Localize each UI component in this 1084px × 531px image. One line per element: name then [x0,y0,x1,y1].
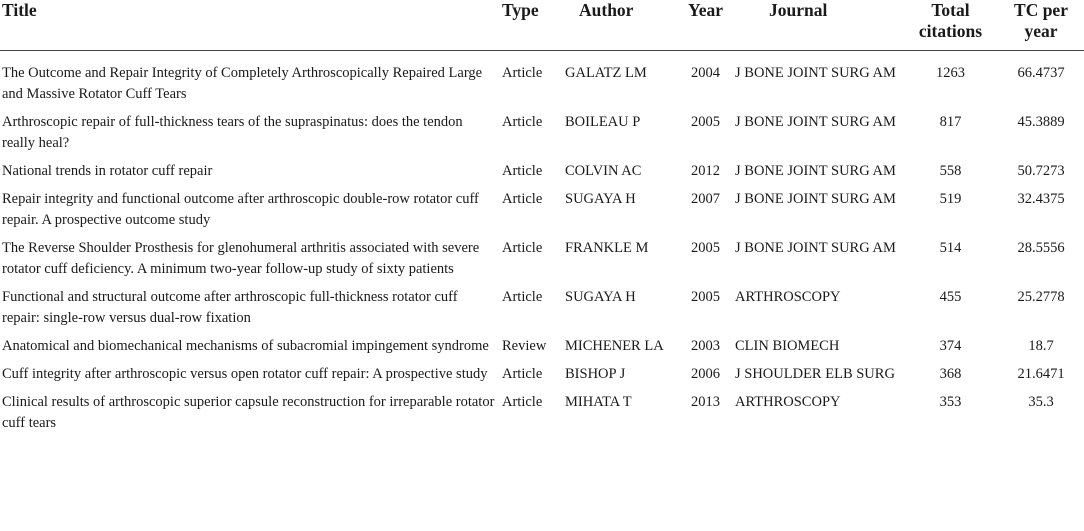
table-header [0,0,1084,51]
cell-tc-per-year: 66.4737 [1017,65,1065,81]
cell-author: SUGAYA H [565,191,636,207]
table-row [0,182,1084,231]
header-row [0,0,1084,51]
cell-tc-per-year: 35.3 [1028,394,1054,410]
cell-journal: J BONE JOINT SURG AM [735,191,896,207]
cell-author: COLVIN AC [565,163,642,179]
cell-author: FRANKLE M [565,240,649,256]
cell-journal: ARTHROSCOPY [735,289,841,305]
cell-journal: ARTHROSCOPY [735,394,841,410]
table-body [0,51,1084,435]
cell-type: Article [502,191,543,207]
cell-tc-per-year: 25.2778 [1017,289,1065,305]
cell-author: SUGAYA H [565,289,636,305]
cell-journal: J BONE JOINT SURG AM [735,240,896,256]
cell-tc-per-year: 50.7273 [1017,163,1065,179]
cell-type: Article [502,114,543,130]
cell-total-citations: 1263 [936,65,965,81]
cell-title: Cuff integrity after arthroscopic versus open rotator cuff repair: A prospective study [2,366,488,382]
header-total-citations: Total citations [903,0,998,51]
cell-total-citations: 817 [939,114,962,130]
cell-title: Clinical results of arthroscopic superior capsule reconstruction for irreparable rotator cuff tears [2,394,495,431]
cell-title: The Reverse Shoulder Prosthesis for glenohumeral arthritis associated with severe rotator cuff deficiency. A minimum two-year follow-up study of sixty patients [2,240,480,277]
cell-type: Article [502,394,543,410]
cell-year: 2013 [691,394,720,410]
cell-type: Article [502,366,543,382]
cell-author: MIHATA T [565,394,632,410]
cell-journal: J BONE JOINT SURG AM [735,114,896,130]
cell-journal: CLIN BIOMECH [735,338,840,354]
cell-total-citations: 374 [939,338,962,354]
cell-year: 2005 [691,289,720,305]
cell-year: 2004 [691,65,720,81]
header-type: Type [500,0,563,51]
header-author: Author [563,0,678,51]
header-title: Title [0,0,500,51]
cell-year: 2005 [691,240,720,256]
cell-tc-per-year: 32.4375 [1017,191,1065,207]
cell-journal: J SHOULDER ELB SURG [735,366,895,382]
cell-author: BOILEAU P [565,114,641,130]
cell-type: Article [502,240,543,256]
header-tc-per-year: TC per year [998,0,1084,51]
cell-journal: J BONE JOINT SURG AM [735,163,896,179]
cell-year: 2006 [691,366,720,382]
cell-total-citations: 455 [939,289,962,305]
cell-year: 2007 [691,191,720,207]
table-row [0,154,1084,182]
cell-type: Review [502,338,547,354]
cell-type: Article [502,65,543,81]
cell-title: Arthroscopic repair of full-thickness tears of the supraspinatus: does the tendon really heal? [2,114,463,151]
cell-author: MICHENER LA [565,338,664,354]
table-row [0,280,1084,329]
cell-total-citations: 558 [939,163,962,179]
header-year: Year [678,0,733,51]
cell-author: BISHOP J [565,366,626,382]
cell-type: Article [502,289,543,305]
cell-title: Repair integrity and functional outcome after arthroscopic double-row rotator cuff repair. A prospective outcome study [2,191,479,228]
table-row [0,231,1084,280]
cell-title: Functional and structural outcome after arthroscopic full-thickness rotator cuff repair: single-row versus dual-row fixation [2,289,458,326]
cell-year: 2012 [691,163,720,179]
cell-tc-per-year: 45.3889 [1017,114,1065,130]
cell-tc-per-year: 21.6471 [1017,366,1065,382]
cell-total-citations: 353 [939,394,962,410]
cell-title: Anatomical and biomechanical mechanisms of subacromial impingement syndrome [2,338,489,354]
table-row [0,51,1084,106]
cell-journal: J BONE JOINT SURG AM [735,65,896,81]
cell-total-citations: 514 [939,240,962,256]
cell-year: 2003 [691,338,720,354]
cell-author: GALATZ LM [565,65,647,81]
cell-title: The Outcome and Repair Integrity of Completely Arthroscopically Repaired Large and Massive Rotator Cuff Tears [2,65,483,102]
cell-tc-per-year: 18.7 [1028,338,1054,354]
cell-tc-per-year: 28.5556 [1017,240,1065,256]
table-row [0,105,1084,154]
cell-total-citations: 368 [939,366,962,382]
cell-type: Article [502,163,543,179]
cell-title: National trends in rotator cuff repair [2,163,213,179]
header-journal: Journal [733,0,903,51]
table-row [0,357,1084,385]
cell-year: 2005 [691,114,720,130]
table-row [0,329,1084,357]
table-row [0,385,1084,434]
cell-total-citations: 519 [939,191,962,207]
